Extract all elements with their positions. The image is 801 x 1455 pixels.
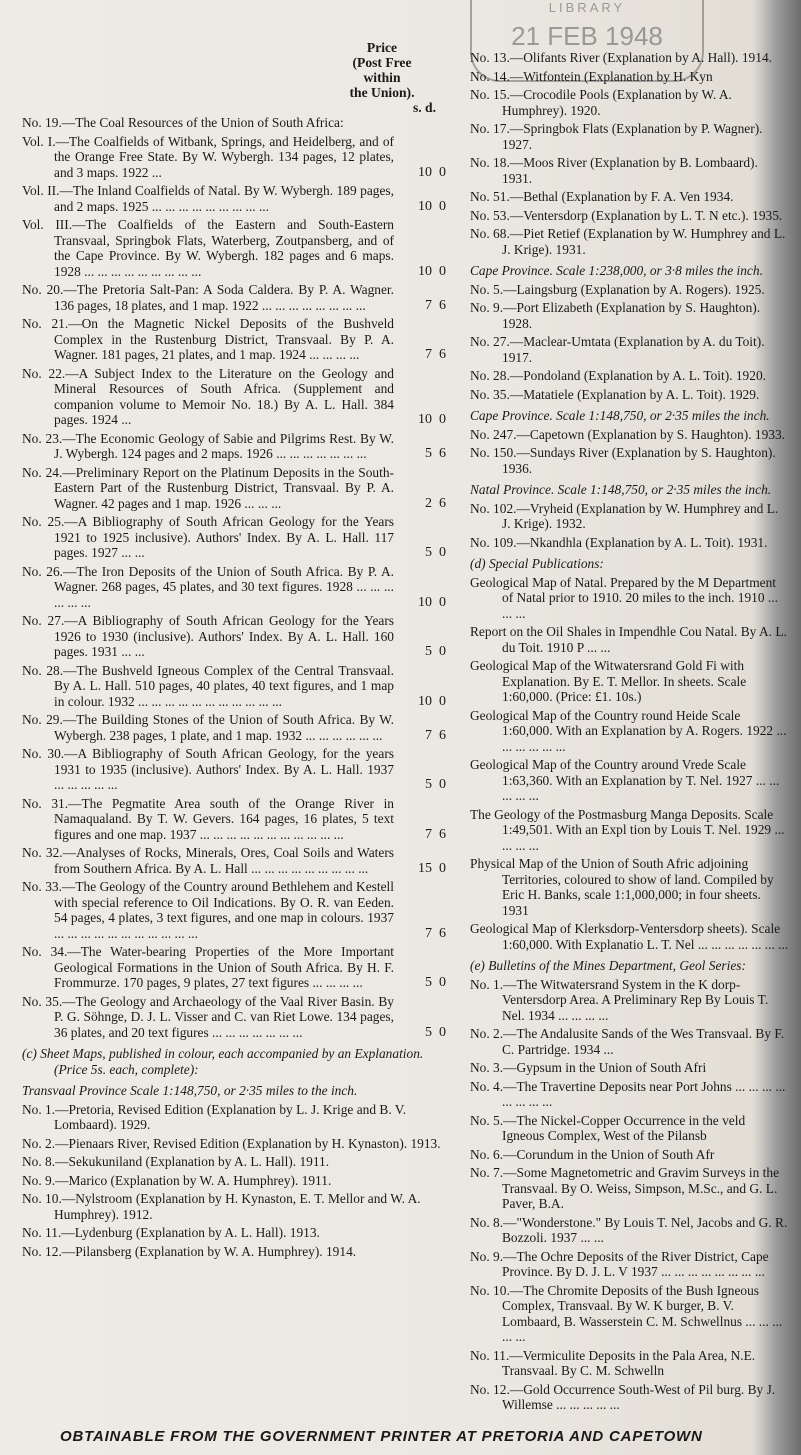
list-item <box>470 807 790 854</box>
item-text: No. 28.—The Bushveld Igneous Complex of the Central Transvaal. By A. L. Hall. 510 pages, 40 plates, 40 text figures, and 1 map in colour. 1932 ... ... ... ... ... ... ... ... ... ... ... <box>22 662 394 709</box>
price-header-line1: Price <box>366 40 398 55</box>
item-price: 10 0 <box>418 693 446 709</box>
item-text: No. 34.—The Water-bearing Properties of the More Important Geological Formations in the Union of South Africa. By H. F. Frommurze. 170 pages, 9 plates, 27 text figures ... ... ... ... <box>22 944 394 990</box>
item-price: 7 6 <box>425 925 446 941</box>
natal-list <box>470 501 790 551</box>
list-item <box>470 1165 790 1212</box>
list-item <box>22 1244 446 1260</box>
list-item <box>22 845 446 876</box>
list-item <box>470 501 790 532</box>
item-text: No. 22.—A Subject Index to the Literature on the Geology and Mineral Resources of South Africa. (Supplement and companion volume to Memoir No. 18.) By A. L. Hall. 384 pages. 1924 ... <box>22 365 394 427</box>
item-text: Vol. I.—The Coalfields of Witbank, Springs, and Heidelberg, and of the Orange Free State. By W. Wybergh. 134 pages, 12 plates, and 3 maps. 1922 ... <box>22 133 394 180</box>
list-item <box>22 1173 446 1189</box>
list-item <box>470 1348 790 1379</box>
list-item <box>22 1102 446 1133</box>
list-item <box>22 514 446 561</box>
item-text: No. 51.—Bethal (Explanation by F. A. Ven 1934. <box>470 189 734 204</box>
item-text: No. 10.—The Chromite Deposits of the Bush Igneous Complex, Transvaal. By W. K burger, B. V. Lombaard, B. Wasserstein C. M. Schwellnus ... ... ... ... ... <box>470 1282 783 1344</box>
item-text: No. 3.—Gypsum in the Union of South Afri <box>470 1060 707 1075</box>
list-item <box>22 944 446 991</box>
item-text: No. 8.—"Wonderstone." By Louis T. Nel, Jacobs and G. R. Bozzoli. 1937 ... ... <box>470 1214 788 1245</box>
list-item <box>470 1283 790 1345</box>
item-price: 7 6 <box>425 727 446 743</box>
list-item <box>22 746 446 793</box>
item-text: No. 1.—Pretoria, Revised Edition (Explanation by L. J. Krige and B. V. Lombaard). 1929. <box>22 1101 407 1132</box>
list-item <box>22 663 446 710</box>
transvaal-map-list-continued <box>470 50 790 257</box>
item-text: No. 247.—Capetown (Explanation by S. Haughton). 1933. <box>470 426 786 442</box>
item-text: No. 28.—Pondoland (Explanation by A. L. Toit). 1920. <box>470 368 766 383</box>
item-text: No. 14.—Witfontein (Explanation by H. Kyn <box>470 68 713 84</box>
item-price: 15 0 <box>418 860 446 876</box>
list-item <box>470 535 790 551</box>
list-item <box>470 300 790 331</box>
item-text: No. 12.—Pilansberg (Explanation by W. A. Humphrey). 1914. <box>22 1243 357 1259</box>
list-item <box>22 796 446 843</box>
item-text: No. 102.—Vryheid (Explanation by W. Humphrey and L. J. Krige). 1932. <box>470 500 779 531</box>
item-text: No. 10.—Nylstroom (Explanation by H. Kynaston, E. T. Mellor and W. A. Humphrey). 1912. <box>22 1191 421 1222</box>
sheet-maps-heading: (c) Sheet Maps, published in colour, each accompanied by an Explanation. (Price 5s. each, complete): <box>22 1046 424 1077</box>
list-item <box>22 431 446 462</box>
bulletins-list <box>470 977 790 1413</box>
item-price: 10 0 <box>418 412 446 427</box>
item-text: No. 53.—Ventersdorp (Explanation by L. T. N etc.). 1935. <box>470 207 783 223</box>
item-text: Geological Map of Klerksdorp-Ventersdorp sheets). Scale 1:60,000. With Explanatio L. T. Nel ... ... ... ... ... ... ... <box>470 921 789 952</box>
list-item <box>470 757 790 804</box>
item-price: 10 0 <box>418 198 446 214</box>
list-item <box>470 1147 790 1163</box>
item-text: No. 6.—Corundum in the Union of South Afr <box>470 1146 715 1162</box>
item-price: 5 6 <box>425 446 446 461</box>
item-text: No. 35.—Matatiele (Explanation by A. L. Toit). 1929. <box>470 386 760 402</box>
item-text: Vol. II.—The Inland Coalfields of Natal. By W. Wybergh. 189 pages, and 2 maps. 1925 ... ... ... ... ... ... ... ... ... <box>22 183 394 214</box>
item-text: No. 150.—Sundays River (Explanation by S. Haughton). 1936. <box>470 445 776 476</box>
cape-b-heading: Cape Province. Scale 1:148,750, or 2·35 miles the inch. <box>470 408 770 423</box>
list-item <box>22 994 446 1041</box>
list-item <box>22 115 446 131</box>
cape-b-list <box>470 427 790 477</box>
special-heading: (d) Special Publications: <box>470 556 604 571</box>
special-publications-list <box>470 575 790 953</box>
item-price: 5 0 <box>425 777 446 792</box>
item-text: No. 9.—The Ochre Deposits of the River District, Cape Province. By D. J. L. V 1937 ... ... ... ... ... ... ... ... <box>470 1248 769 1279</box>
cape-a-heading: Cape Province. Scale 1:238,000, or 3·8 miles the inch. <box>470 263 763 278</box>
item-text: No. 21.—On the Magnetic Nickel Deposits of the Bushveld Complex in the Rustenburg District, Transvaal. By P. A. Wagner. 181 pages, 21 plates, and 1 map. 1924 ... ... ... ... <box>22 316 394 362</box>
list-item <box>470 69 790 85</box>
item-price: 7 6 <box>425 826 446 842</box>
list-item <box>470 1382 790 1413</box>
item-text: Report on the Oil Shales in Impendhle Cou Natal. By A. L. du Toit. 1910 P ... ... <box>470 624 787 655</box>
list-item <box>470 189 790 205</box>
item-price: 5 0 <box>425 975 446 990</box>
price-header-line4: the Union). <box>349 85 415 100</box>
list-item <box>22 1225 446 1241</box>
item-text: No. 27.—A Bibliography of South African Geology for the Years 1926 to 1930 (inclusive). Authors' Index. By A. L. Hall. 160 pages. 1931 ... ... <box>22 613 394 659</box>
natal-heading: Natal Province. Scale 1:148,750, or 2·35 miles the inch. <box>470 482 772 497</box>
price-header-units: s. d. <box>412 100 436 115</box>
item-text: The Geology of the Postmasburg Manga Deposits. Scale 1:49,501. With an Expl tion by Louis T. Nel. 1929 ... ... ... ... <box>470 806 785 853</box>
item-text: No. 109.—Nkandhla (Explanation by A. L. Toit). 1931. <box>470 534 768 550</box>
list-item <box>470 50 790 66</box>
list-item <box>22 465 446 512</box>
list-item <box>470 1060 790 1076</box>
list-item <box>470 387 790 403</box>
item-price: 2 6 <box>425 495 446 511</box>
list-item <box>470 708 790 755</box>
item-text: No. 5.—The Nickel-Copper Occurrence in the veld Igneous Complex, West of the Pilansb <box>470 1112 746 1143</box>
item-text: No. 8.—Sekukuniland (Explanation by A. L. Hall). 1911. <box>22 1154 330 1169</box>
memoir-list <box>22 115 446 1040</box>
item-text: Physical Map of the Union of South Afric adjoining Territories, coloured to show of land. Compiled by Eric H. Banks, scale 1:1,000,000; in four sheets. 1931 <box>470 856 774 918</box>
right-column <box>470 50 790 1416</box>
list-item <box>470 1249 790 1280</box>
item-text: No. 23.—The Economic Geology of Sabie and Pilgrims Rest. By W. J. Wybergh. 124 pages and 2 maps. 1926 ... ... ... ... ... ... ... <box>22 430 394 461</box>
list-item <box>22 879 446 941</box>
item-text: No. 5.—Laingsburg (Explanation by A. Rogers). 1925. <box>470 281 765 297</box>
item-text: No. 24.—Preliminary Report on the Platinum Deposits in the South-Eastern Part of the Rustenburg District, Transvaal. By P. A. Wagner. 42 pages and 1 map. 1926 ... ... ... <box>22 464 394 511</box>
item-text: No. 17.—Springbok Flats (Explanation by P. Wagner). 1927. <box>470 121 763 152</box>
bulletins-heading: (e) Bulletins of the Mines Department, Geol Series: <box>470 958 746 973</box>
item-text: No. 20.—The Pretoria Salt-Pan: A Soda Caldera. By P. A. Wagner. 136 pages, 18 plates, and 1 map. 1922 ... ... ... ... ... ... ... ... <box>22 282 394 313</box>
list-item <box>470 624 790 655</box>
list-item <box>470 921 790 952</box>
item-text: No. 4.—The Travertine Deposits near Port Johns ... ... ... ... ... ... ... ... <box>470 1078 786 1109</box>
item-text: No. 13.—Olifants River (Explanation by A. Hall). 1914. <box>470 50 772 65</box>
item-text: No. 35.—The Geology and Archaeology of the Vaal River Basin. By P. G. Söhnge, D. J. L. Visser and C. van Riet Lowe. 134 pages, 36 plates, and 20 text figures ... ... ... ... ... ... ... <box>22 993 394 1040</box>
item-text: No. 15.—Crocodile Pools (Explanation by W. A. Humphrey). 1920. <box>470 87 732 118</box>
item-text: No. 68.—Piet Retief (Explanation by W. Humphrey and L. J. Krige). 1931. <box>470 226 786 257</box>
left-column <box>22 40 446 1262</box>
transvaal-heading: Transvaal Province Scale 1:148,750, or 2·35 miles to the inch. <box>22 1083 358 1098</box>
list-item <box>22 1191 446 1222</box>
item-text: Geological Map of the Country round Heide Scale 1:60,000. With an Explanation by A. Rogers. 1922 ... ... ... ... ... ... <box>470 707 787 754</box>
item-price: 10 0 <box>418 164 446 180</box>
item-text: No. 33.—The Geology of the Country around Bethlehem and Kestell with special reference to Oil Indications. By O. R. van Eeden. 54 pages, 4 plates, 3 text figures, and one map in colours. 1937 ... ... ... ... ... ... ... ... ... ... ... <box>22 879 394 941</box>
list-item <box>470 658 790 705</box>
list-item <box>22 613 446 660</box>
stamp-date-text: 21 FEB 1948 <box>511 21 663 51</box>
list-item <box>22 1154 446 1170</box>
item-text: Geological Map of Natal. Prepared by the M Department of Natal prior to 1910. 20 miles to the inch. 1910 ... ... ... <box>470 574 778 621</box>
list-item <box>470 282 790 298</box>
transvaal-map-list <box>22 1102 446 1260</box>
item-text: No. 9.—Port Elizabeth (Explanation by S. Haughton). 1928. <box>470 300 761 331</box>
item-text: No. 7.—Some Magnetometric and Gravim Surveys in the Transvaal. By O. Weiss, Simpson, M.Sc., and G. L. Paver, B.A. <box>470 1165 780 1211</box>
item-text: No. 11.—Vermiculite Deposits in the Pala Area, N.E. Transvaal. By C. M. Schwelln <box>470 1347 756 1378</box>
item-price: 7 6 <box>425 347 446 362</box>
item-text: No. 11.—Lydenburg (Explanation by A. L. Hall). 1913. <box>22 1225 320 1240</box>
list-item <box>22 134 446 181</box>
list-item <box>22 712 446 743</box>
list-item <box>470 856 790 918</box>
item-text: No. 26.—The Iron Deposits of the Union of South Africa. By P. A. Wagner. 268 pages, 45 plates, and 30 text figures. 1928 ... ... ... ... ... ... <box>22 563 394 610</box>
list-item <box>470 1079 790 1110</box>
list-item <box>470 368 790 384</box>
list-item <box>470 427 790 443</box>
list-item <box>470 121 790 152</box>
list-item <box>22 217 446 279</box>
item-price: 7 6 <box>425 297 446 313</box>
item-text: No. 2.—Pienaars River, Revised Edition (Explanation by H. Kynaston). 1913. <box>22 1135 441 1151</box>
item-text: No. 9.—Marico (Explanation by W. A. Humphrey). 1911. <box>22 1172 332 1188</box>
item-text: Vol. III.—The Coalfields of the Eastern and South-Eastern Transvaal, Springbok Flats, Waterberg, Zoutpansberg, and of the Cape Province. By W. Wybergh. 182 pages and 6 maps. 1928 ... ... ... ... ... ... ... ... ... <box>22 217 394 279</box>
footer-note: OBTAINABLE FROM THE GOVERNMENT PRINTER AT PRETORIA AND CAPETOWN <box>60 1428 703 1445</box>
item-text: Geological Map of the Country around Vrede Scale 1:63,360. With an Explanation by T. Nel. 1927 ... ... ... ... ... <box>470 757 780 803</box>
list-item <box>22 1136 446 1152</box>
item-price: 5 0 <box>425 1024 446 1040</box>
item-text: No. 25.—A Bibliography of South African Geology for the Years 1921 to 1925 inclusive). Authors' Index. By A. L. Hall. 117 pages. 1927 ... ... <box>22 514 394 560</box>
list-item <box>470 334 790 365</box>
item-text: No. 18.—Moos River (Explanation by B. Lombaard). 1931. <box>470 155 758 186</box>
list-item <box>470 155 790 186</box>
cape-a-list <box>470 282 790 403</box>
item-text: No. 30.—A Bibliography of South African Geology, for the years 1931 to 1935 (inclusive). Authors' Index. By A. L. Hall. 1937 ... ... ... ... ... <box>22 746 394 792</box>
list-item <box>470 977 790 1024</box>
item-price: 5 0 <box>425 545 446 560</box>
item-text: No. 32.—Analyses of Rocks, Minerals, Ores, Coal Soils and Waters from Southern Africa. By A. L. Hall ... ... ... ... ... ... ... ... ... <box>22 845 394 876</box>
price-header <box>322 40 442 115</box>
list-item <box>470 1026 790 1057</box>
item-text: No. 1.—The Witwatersrand System in the K dorp-Ventersdorp Area. A Preliminary Rep By Louis T. Nel. 1934 ... ... ... ... <box>470 976 769 1023</box>
list-item <box>22 183 446 214</box>
item-price: 10 0 <box>418 594 446 610</box>
list-item <box>470 1215 790 1246</box>
item-text: Geological Map of the Witwatersrand Gold Fi with Explanation. By E. T. Mellor. In sheets. Scale 1:60,000. (Price: £1. 10s.) <box>470 658 747 704</box>
stamp-library-text: LIBRARY <box>548 0 626 15</box>
item-price: 5 0 <box>425 644 446 659</box>
item-price: 10 0 <box>418 263 446 279</box>
list-item <box>470 208 790 224</box>
list-item <box>22 366 446 428</box>
price-header-line3: within <box>363 70 401 85</box>
list-item <box>22 564 446 611</box>
list-item <box>22 316 446 363</box>
item-text: No. 29.—The Building Stones of the Union of South Africa. By W. Wybergh. 238 pages, 1 plate, and 1 map. 1932 ... ... ... ... ... ... <box>22 712 394 743</box>
list-item <box>22 282 446 313</box>
list-item <box>470 1113 790 1144</box>
item-text: No. 12.—Gold Occurrence South-West of Pil burg. By J. Willemse ... ... ... ... ... <box>470 1381 776 1412</box>
item-text: No. 2.—The Andalusite Sands of the Wes Transvaal. By F. C. Partridge. 1934 ... <box>470 1026 785 1057</box>
list-item <box>470 87 790 118</box>
list-item <box>470 226 790 257</box>
item-text: No. 31.—The Pegmatite Area south of the Orange River in Namaqualand. By T. W. Gevers. 164 pages, 16 plates, 5 text figures and one map. 1937 ... ... ... ... ... ... ... ... ... ... ... <box>22 795 394 842</box>
item-text: No. 27.—Maclear-Umtata (Explanation by A. du Toit). 1917. <box>470 334 765 365</box>
list-item <box>470 575 790 622</box>
item-text: No. 19.—The Coal Resources of the Union of South Africa: <box>22 115 344 130</box>
list-item <box>470 445 790 476</box>
price-header-line2: (Post Free <box>352 55 412 70</box>
